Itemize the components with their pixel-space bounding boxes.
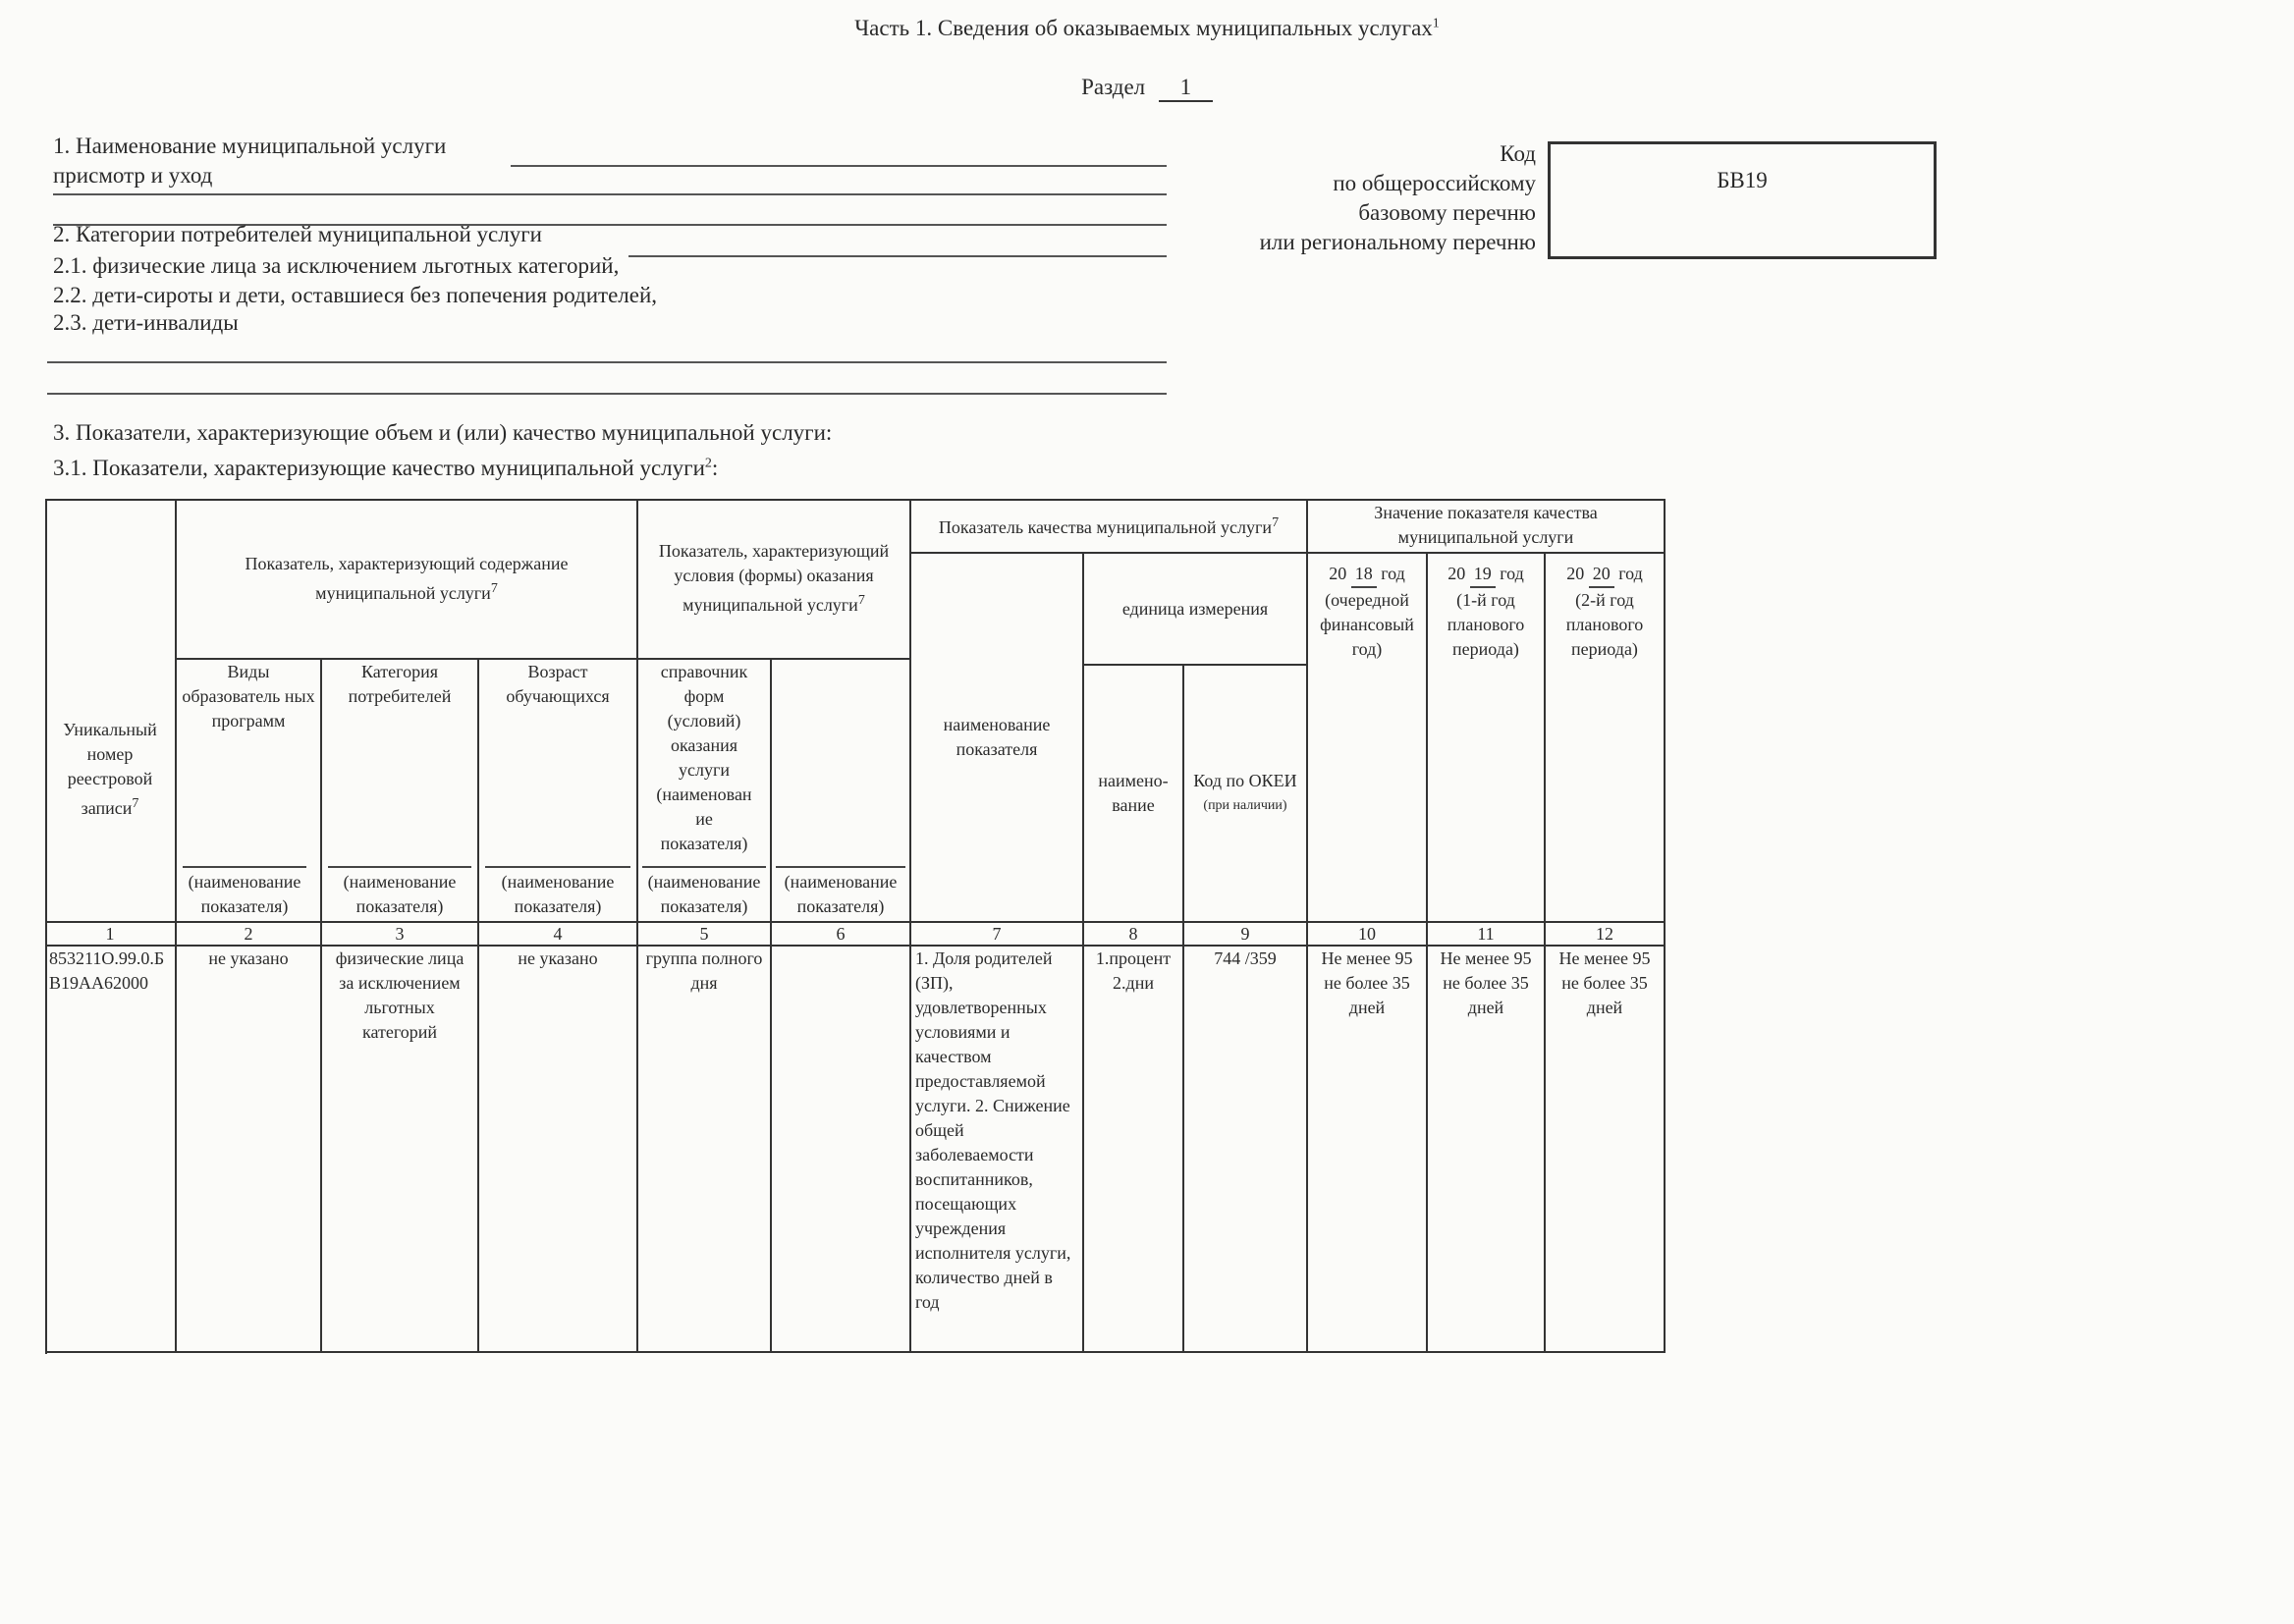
cell-indicator: 1. Доля родителей (ЗП), удовлетворенных условиями и качеством предоставляемой услуги. 2. Снижение общей заболеваемости воспитанников, посещающих учреждения исполнителя услуги, количество дней в год: [911, 947, 1084, 1353]
naim-pok: (наименование показателя): [485, 866, 630, 919]
service-name-value: присмотр и уход: [53, 163, 213, 188]
header-quality-group: [911, 499, 1308, 554]
underline: [628, 255, 1167, 257]
header-text: наименование показателя: [943, 715, 1051, 759]
header-text: единица измерения: [1121, 598, 1269, 619]
header-text: Возраст обучающихся: [506, 662, 610, 706]
title-text: Часть 1. Сведения об оказываемых муниципальных услугах: [854, 16, 1433, 40]
cell-age: не указано: [479, 947, 638, 1353]
header-indicator-name: [911, 554, 1084, 923]
header-text: Показатель, характеризующий условия (формы) оказания муниципальной услуги: [658, 541, 890, 615]
year-desc: (2-й год планового периода): [1565, 590, 1644, 659]
underline: [47, 393, 1167, 395]
col-number: 6: [772, 923, 911, 947]
col-number: 12: [1546, 923, 1666, 947]
year-prefix: 20: [1566, 564, 1585, 583]
category-item: 2.1. физические лица за исключением льготных категорий,: [53, 253, 620, 278]
header-text: Категория потребителей: [348, 662, 452, 706]
header-text: Виды образователь ных программ: [182, 662, 315, 731]
footnote: 7: [857, 593, 865, 608]
naim-pok: (наименование показателя): [776, 866, 905, 919]
header-text: Уникальный номер реестровой записи: [63, 719, 157, 818]
header-text: Показатель, характеризующий содержание муниципальной услуги: [245, 553, 569, 603]
cell-category: физические лица за исключением льготных категорий: [322, 947, 479, 1353]
page-title: [0, 16, 2294, 41]
header-text: справочник форм (условий) оказания услуги (наименован ие показателя): [656, 662, 752, 853]
service-name-label: 1. Наименование муниципальной услуги: [53, 134, 447, 158]
cell-okei: 744 /359: [1184, 947, 1308, 1353]
col-number: 8: [1084, 923, 1184, 947]
header-year-2: [1428, 554, 1546, 923]
razdel-label: Раздел: [1081, 75, 1146, 99]
year-prefix: 20: [1447, 564, 1466, 583]
header-text: Показатель качества муниципальной услуги: [938, 517, 1273, 537]
naim-pok: (наименование показателя): [328, 866, 471, 919]
footnote: 2: [704, 456, 712, 471]
footnote: 7: [132, 795, 139, 811]
header-content-group: [177, 499, 638, 660]
col-number: 7: [911, 923, 1084, 947]
col-number: 4: [479, 923, 638, 947]
header-note: (при наличии): [1203, 798, 1287, 813]
header-unit-name: [1084, 666, 1184, 923]
header-age: [479, 660, 638, 923]
year-value: 19: [1470, 562, 1496, 588]
year-value: 18: [1351, 562, 1377, 588]
header-unique-number: [45, 499, 177, 923]
category-item: 2.3. дети-инвалиды: [53, 310, 239, 335]
kod-label-line: базовому перечню: [1358, 200, 1536, 225]
header-conditions-group: [638, 499, 911, 660]
year-suffix: год: [1618, 564, 1643, 583]
col-number: 9: [1184, 923, 1308, 947]
year-prefix: 20: [1329, 564, 1347, 583]
header-unit: [1084, 554, 1308, 666]
cell-vid: не указано: [177, 947, 322, 1353]
col-number: 10: [1308, 923, 1428, 947]
cell-unique: 853211О.99.0.БВ19АА62000: [45, 947, 177, 1353]
category-item: 2.2. дети-сироты и дети, оставшиеся без попечения родителей,: [53, 283, 658, 307]
naim-pok: (наименование показателя): [642, 866, 766, 919]
naim-pok: (наименование показателя): [183, 866, 306, 919]
footnote: 7: [1272, 515, 1280, 530]
colon: :: [711, 456, 719, 480]
cell-unit: 1.процент 2.дни: [1084, 947, 1184, 1353]
cell-col6: [772, 947, 911, 1353]
col-number: 3: [322, 923, 479, 947]
header-category: [322, 660, 479, 923]
cell-form: группа полного дня: [638, 947, 772, 1353]
section-number: [0, 75, 2294, 102]
kod-value: БВ19: [1717, 168, 1768, 192]
cell-value-2: Не менее 95 не более 35 дней: [1428, 947, 1546, 1353]
kod-label-line: по общероссийскому: [1333, 171, 1536, 195]
header-vid: [177, 660, 322, 923]
underline: [53, 193, 1167, 195]
kod-label-line: или региональному перечню: [1259, 230, 1536, 254]
year-suffix: год: [1500, 564, 1524, 583]
footnote: 7: [490, 580, 498, 596]
year-value: 20: [1589, 562, 1614, 588]
header-text: Код по ОКЕИ: [1193, 771, 1297, 790]
year-desc: (1-й год планового периода): [1447, 590, 1525, 659]
header-okei: [1184, 666, 1308, 923]
col-number: 5: [638, 923, 772, 947]
section3-heading: 3. Показатели, характеризующие объем и (или) качество муниципальной услуги:: [53, 420, 833, 445]
razdel-value: 1: [1159, 75, 1213, 102]
col-number: 1: [45, 923, 177, 947]
header-year-1: [1308, 554, 1428, 923]
year-suffix: год: [1381, 564, 1405, 583]
kod-box: [1548, 141, 1937, 259]
section31-heading: [53, 456, 718, 481]
kod-label-line: Код: [1500, 141, 1536, 166]
header-col6: [772, 660, 911, 923]
cell-value-1: Не менее 95 не более 35 дней: [1308, 947, 1428, 1353]
title-footnote: 1: [1432, 16, 1440, 31]
col-number: 11: [1428, 923, 1546, 947]
section31-text: 3.1. Показатели, характеризующие качество муниципальной услуги: [53, 456, 705, 480]
year-desc: (очередной финансовый год): [1320, 590, 1414, 659]
kod-label: [1139, 139, 1536, 257]
header-spravochnik: [638, 660, 772, 923]
header-year-3: [1546, 554, 1666, 923]
header-text: Значение показателя качества муниципальной услуги: [1374, 503, 1598, 547]
cell-value-3: Не менее 95 не более 35 дней: [1546, 947, 1666, 1353]
header-value-group: [1308, 499, 1666, 554]
col-number: 2: [177, 923, 322, 947]
underline: [511, 165, 1167, 167]
categories-label: 2. Категории потребителей муниципальной услуги: [53, 222, 542, 246]
header-text: наимено- вание: [1098, 771, 1169, 815]
underline: [47, 361, 1167, 363]
